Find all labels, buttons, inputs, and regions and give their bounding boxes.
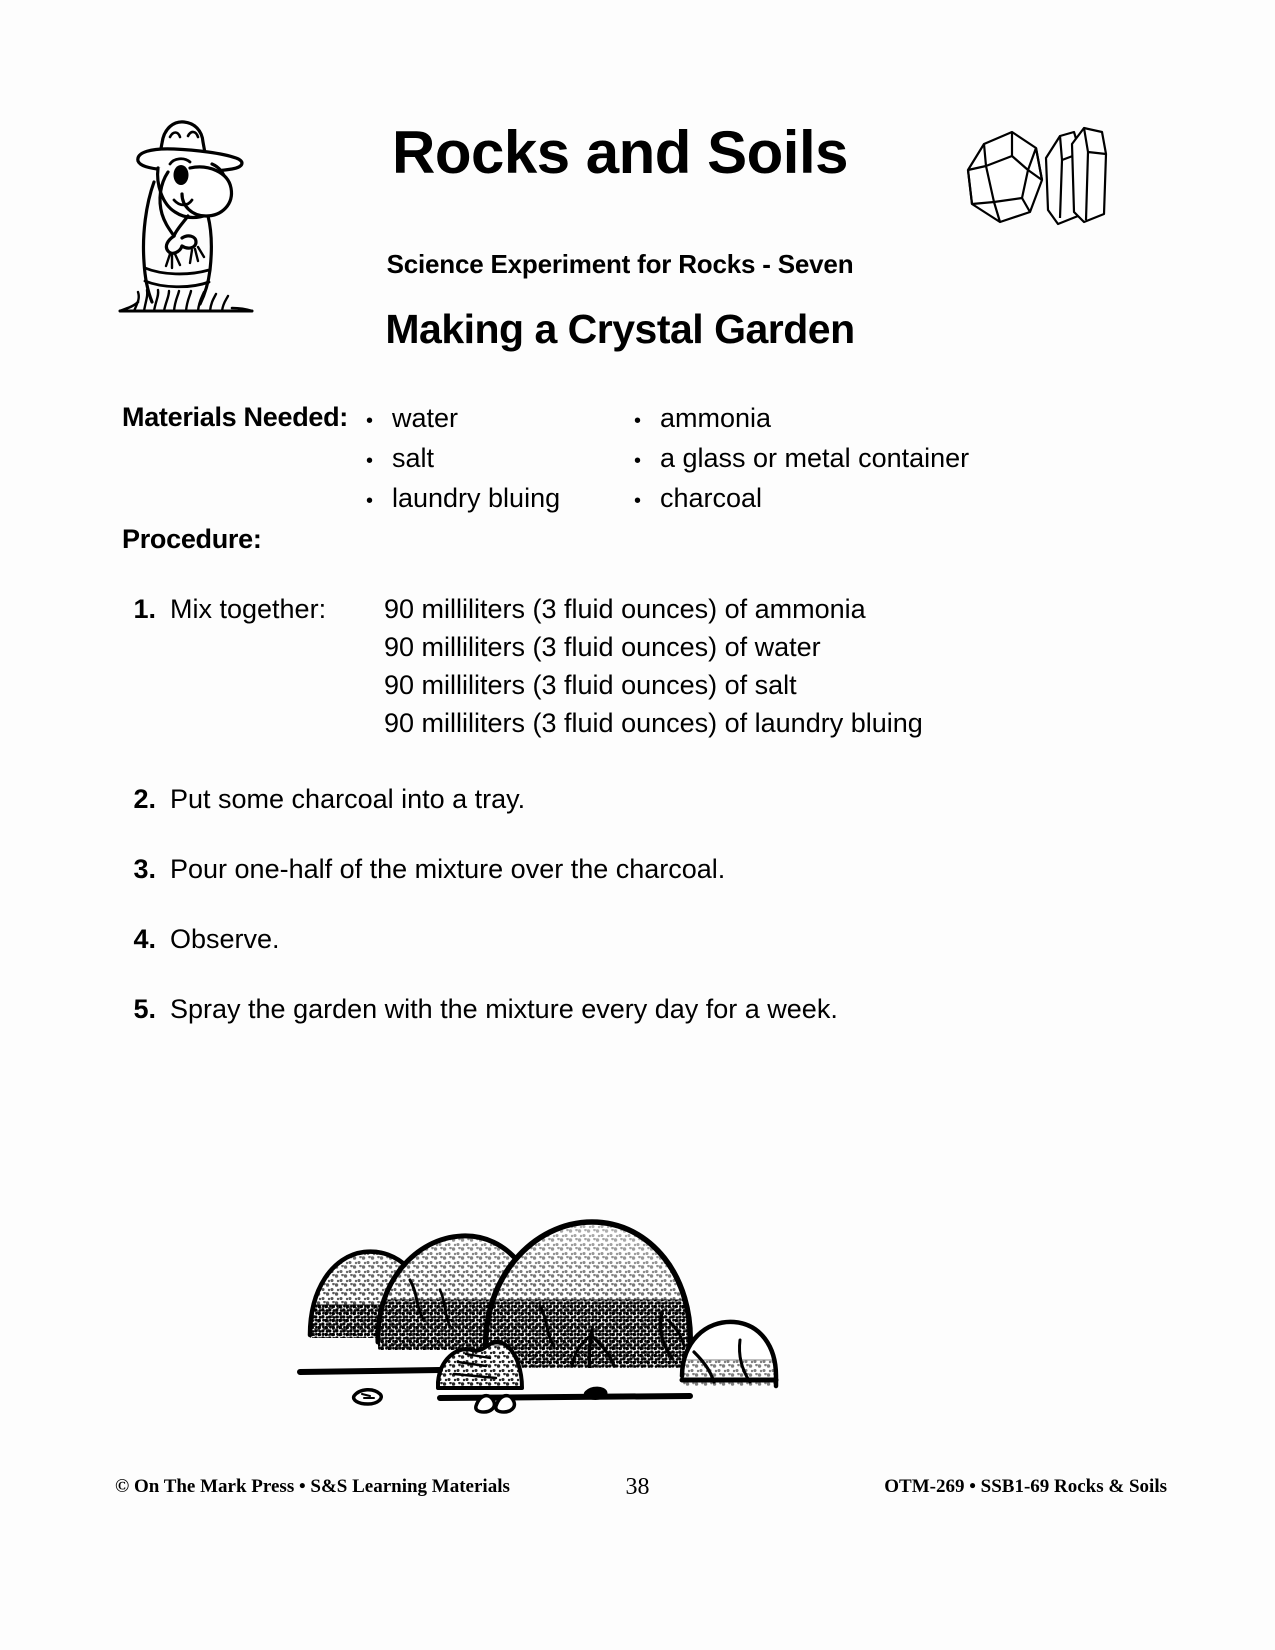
material-name: laundry bluing (391, 483, 561, 513)
step-number: 3. (133, 854, 156, 884)
procedure-label: Procedure: (122, 524, 262, 554)
bullet-icon: • (365, 450, 373, 472)
bullet-icon: • (365, 410, 373, 432)
list-item (366, 440, 634, 480)
list-item (366, 480, 634, 520)
material-name: a glass or metal container (659, 443, 970, 473)
title-block (270, 115, 970, 353)
list-item (128, 920, 1138, 958)
bullet-icon: • (633, 490, 641, 512)
list-item (128, 990, 1138, 1028)
lesson-title: Making a Crystal Garden (385, 306, 855, 352)
step-lead-text: Mix together: (170, 594, 327, 624)
materials-column-2 (634, 400, 969, 520)
bullet-icon: • (633, 410, 641, 432)
footer-product-code: OTM-269 • SSB1-69 Rocks & Soils (884, 1476, 1167, 1497)
mixture-line: 90 milliliters (3 fluid ounces) of water (384, 632, 821, 662)
procedure-steps (128, 590, 1138, 1028)
mixture-line: 90 milliliters (3 fluid ounces) of laundry bluing (384, 708, 923, 738)
material-name: charcoal (659, 483, 763, 513)
step-content (170, 590, 923, 742)
materials-column-1 (366, 400, 634, 520)
step-text: Spray the garden with the mixture every day for a week. (170, 994, 838, 1024)
step-text: Pour one-half of the mixture over the charcoal. (170, 854, 726, 884)
crystal-cluster-icon (950, 118, 1110, 240)
boulders-illustration (290, 1130, 870, 1420)
step-number: 5. (133, 994, 156, 1024)
material-name: water (391, 403, 459, 433)
list-item (128, 780, 1138, 818)
mixture-lines (384, 590, 923, 742)
experiment-subtitle: Science Experiment for Rocks - Seven (386, 249, 854, 279)
material-name: salt (391, 443, 435, 473)
page-title: Rocks and Soils (392, 119, 848, 186)
bullet-icon: • (633, 450, 641, 472)
page-header (0, 0, 1275, 380)
list-item (634, 480, 969, 520)
step-number: 2. (133, 784, 156, 814)
list-item (128, 590, 1138, 742)
list-item (634, 440, 969, 480)
materials-label: Materials Needed: (122, 402, 348, 432)
materials-columns (366, 400, 969, 520)
step-number: 1. (133, 594, 156, 624)
page-number: 38 (625, 1474, 650, 1500)
bullet-icon: • (365, 490, 373, 512)
list-item (128, 850, 1138, 888)
mixture-line: 90 milliliters (3 fluid ounces) of ammonia (384, 594, 866, 624)
step-number: 4. (133, 924, 156, 954)
list-item (634, 400, 969, 440)
page-footer (0, 1476, 1275, 1510)
materials-section (122, 400, 1142, 520)
mixture-line: 90 milliliters (3 fluid ounces) of salt (384, 670, 797, 700)
list-item (366, 400, 634, 440)
step-text: Put some charcoal into a tray. (170, 784, 526, 814)
step-text: Observe. (170, 924, 280, 954)
worm-cowboy-icon (112, 112, 262, 317)
footer-copyright: © On The Mark Press • S&S Learning Materials (115, 1476, 510, 1497)
material-name: ammonia (659, 403, 772, 433)
